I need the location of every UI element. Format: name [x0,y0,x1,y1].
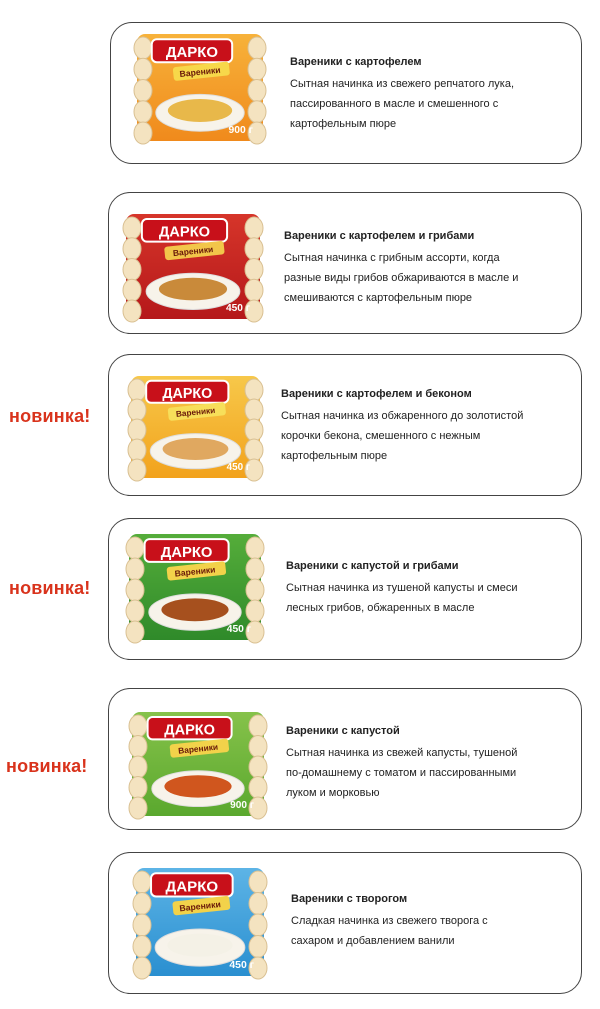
brand-logo-text: ДАРКО [160,544,213,561]
dumpling-shape [249,936,267,958]
package-weight: 450 г [226,624,251,635]
dumpling-shape [249,777,267,799]
package-label-text: Вареники [175,405,216,419]
dumpling-shape [128,399,146,421]
dumpling-shape [134,58,152,80]
dumpling-shape [129,736,147,758]
product-description: Сытная начинка из обжаренного до золотистой корочки бекона, смешенного с нежным картофельным пюре [281,410,524,462]
dumpling-shape [134,37,152,59]
dumpling-shape [133,957,151,979]
product-title: Вареники с картофелем и грибами [284,230,475,242]
filling-illustration [159,278,227,301]
dumpling-shape [245,279,263,301]
dumpling-shape [249,715,267,737]
dumpling-shape [126,600,144,622]
dumpling-shape [123,300,141,322]
dumpling-shape [129,715,147,737]
product-title: Вареники с картофелем [290,56,422,68]
product-description: Сытная начинка из свежего репчатого лука, пассированного в масле и смешенного с картофельным пюре [290,78,515,130]
product-description: Сытная начинка из тушеной капусты и смеси лесных грибов, обжаренных в масле [286,582,518,614]
product-package-image [127,372,264,482]
package-weight: 450 г [226,303,250,314]
package-weight: 900 г [230,800,254,811]
package-label-text: Вареники [177,741,219,756]
dumpling-shape [129,777,147,799]
filling-illustration [167,934,232,957]
dumpling-shape [245,379,263,401]
dumpling-shape [128,419,146,441]
brand-logo-text: ДАРКО [165,44,219,62]
dumpling-shape [249,871,267,893]
package-weight: 450 г [229,960,254,971]
dumpling-shape [126,537,144,559]
package-weight: 900 г [228,125,253,136]
dumpling-shape [245,217,263,239]
dumpling-shape [245,439,263,461]
dumpling-shape [246,558,264,580]
dumpling-shape [129,756,147,778]
package-weight: 450 г [226,462,250,473]
product-package-image [125,530,265,644]
product-description: Сытная начинка из свежей капусты, тушеной по-домашнему с томатом и пассированными луком и морковью [286,747,518,799]
product-description: Сытная начинка с грибным ассорти, когда разные виды грибов обжариваются в масле и смешиваются с картофельным пюре [284,252,519,304]
dumpling-shape [246,600,264,622]
product-package-image [133,30,267,145]
dumpling-shape [249,914,267,936]
dumpling-shape [133,936,151,958]
dumpling-shape [134,122,152,144]
product-title: Вареники с картофелем и беконом [281,388,472,400]
brand-logo-text: ДАРКО [162,385,213,402]
product-description: Сладкая начинка из свежего творога с сахаром и добавлением ванили [291,915,488,947]
package-label-text: Вареники [174,564,216,579]
product-package-image [132,864,268,980]
dumpling-shape [245,259,263,281]
dumpling-shape [126,621,144,643]
product-package-image [122,210,264,323]
dumpling-shape [128,439,146,461]
filling-illustration [161,598,228,621]
product-title: Вареники с творогом [291,893,408,905]
dumpling-shape [133,893,151,915]
product-title: Вареники с капустой и грибами [286,560,459,572]
dumpling-shape [245,399,263,421]
dumpling-shape [128,379,146,401]
dumpling-shape [123,238,141,260]
dumpling-shape [246,537,264,559]
dumpling-shape [248,80,266,102]
dumpling-shape [129,797,147,819]
dumpling-shape [248,58,266,80]
new-product-badge: новинка! [9,578,91,598]
dumpling-shape [126,558,144,580]
dumpling-shape [249,893,267,915]
brand-logo-text: ДАРКО [158,224,211,241]
dumpling-shape [134,80,152,102]
dumpling-shape [126,579,144,601]
new-product-badge: новинка! [6,756,88,776]
dumpling-shape [133,914,151,936]
package-label-text: Вареники [179,64,222,79]
dumpling-shape [123,259,141,281]
dumpling-shape [245,238,263,260]
brand-logo-text: ДАРКО [165,878,219,896]
filling-illustration [163,438,229,460]
package-label-text: Вареники [178,899,222,914]
filling-illustration [168,99,232,122]
brand-logo-text: ДАРКО [164,722,215,739]
new-product-badge: новинка! [9,406,91,426]
dumpling-shape [134,101,152,123]
dumpling-shape [246,579,264,601]
product-package-image [128,708,268,820]
dumpling-shape [248,37,266,59]
dumpling-shape [123,217,141,239]
package-label-text: Вареники [172,243,214,259]
dumpling-shape [248,101,266,123]
filling-illustration [164,775,231,797]
product-title: Вареники с капустой [286,725,400,737]
dumpling-shape [128,459,146,481]
dumpling-shape [123,279,141,301]
dumpling-shape [249,736,267,758]
dumpling-shape [249,756,267,778]
dumpling-shape [133,871,151,893]
dumpling-shape [245,419,263,441]
